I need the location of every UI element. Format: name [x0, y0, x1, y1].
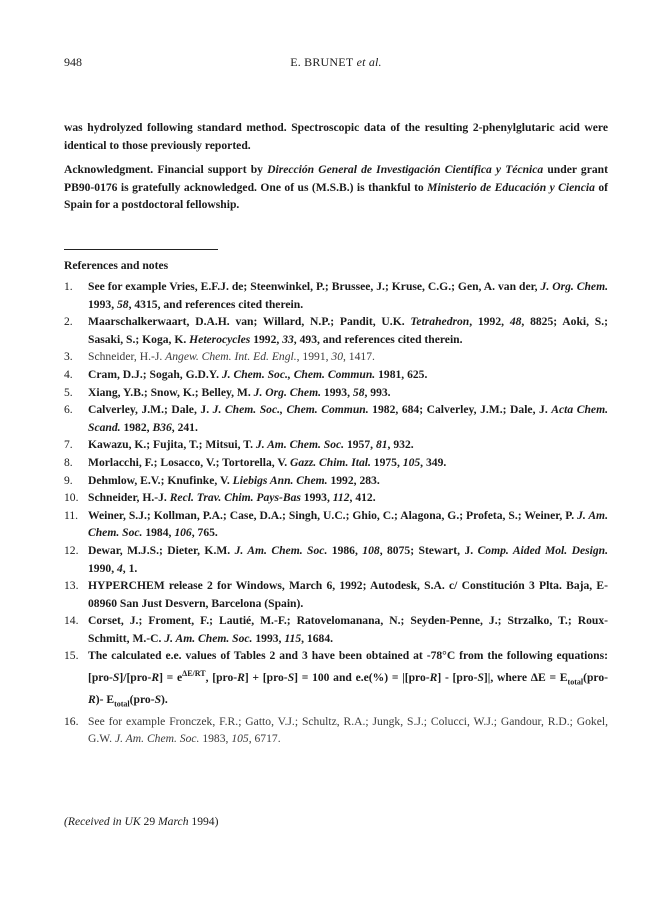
- reference-item: [64, 507, 608, 542]
- reference-text-run: Liebigs Ann. Chem.: [232, 473, 328, 487]
- reference-text-run: Dehmlow, E.V.; Knufinke, V.: [88, 473, 233, 487]
- reference-text-run: See for example Vries, E.F.J. de; Steenwinkel, P.; Brussee, J.; Kruse, C.G.; Gen, A. van der,: [88, 280, 541, 293]
- reference-text-run: ).: [161, 692, 168, 706]
- reference-text-run: Kawazu, K.; Fujita, T.; Mitsui, T.: [88, 438, 256, 452]
- reference-text-run: 1992,: [250, 332, 283, 346]
- reference-text-run: Angew. Chem. Int. Ed. Engl.: [165, 350, 297, 364]
- reference-text-run: ] - [pro-: [437, 670, 478, 684]
- reference-item: [64, 577, 608, 612]
- reference-text-run: R: [237, 670, 245, 684]
- reference-text-run: total: [114, 699, 130, 709]
- reference-item: [64, 366, 608, 384]
- reference-text-run: 48: [509, 315, 522, 329]
- reference-text-run: S: [287, 670, 295, 684]
- reference-text-run: Schneider, H.-J.: [88, 350, 166, 364]
- reference-text-run: ] = 100 and e.e(%) = |[pro-: [294, 670, 430, 684]
- reference-text-run: 112: [332, 491, 350, 505]
- acknowledgment-label: Acknowledgment.: [64, 163, 154, 176]
- reference-text-run: total: [567, 677, 584, 687]
- reference-text: [88, 386, 391, 399]
- reference-text-run: J. Org. Chem.: [540, 280, 608, 293]
- reference-text-run: 1993,: [88, 297, 117, 311]
- reference-text-run: R: [151, 670, 160, 684]
- reference-number: 16.: [64, 714, 79, 728]
- reference-number: 6.: [64, 403, 73, 417]
- reference-text-run: , 6717.: [248, 732, 281, 746]
- reference-text-run: , 241.: [171, 420, 198, 434]
- running-header: [0, 55, 672, 70]
- reference-text-run: 1986,: [327, 543, 363, 557]
- reference-text-run: S: [112, 670, 120, 684]
- reference-text-run: Maarschalkerwaart, D.A.H. van; Willard, N.P.; Pandit, U.K.: [88, 315, 411, 329]
- reference-text-run: Comp. Aided Mol. Design.: [477, 543, 608, 557]
- reference-text-run: , [pro-: [205, 670, 238, 684]
- reference-text: [88, 280, 608, 311]
- reference-text-run: 4: [116, 561, 123, 575]
- reference-item: [64, 401, 608, 436]
- reference-text: [88, 350, 375, 363]
- reference-text-run: R: [88, 692, 96, 706]
- reference-item: [64, 313, 608, 348]
- reference-text-run: 105: [402, 455, 421, 469]
- reference-number: 14.: [64, 614, 79, 628]
- reference-text-run: 1984,: [142, 526, 175, 540]
- reference-text-run: 1993,: [252, 631, 285, 645]
- reference-text-run: 108: [362, 543, 380, 557]
- reference-number: 13.: [64, 579, 79, 593]
- reference-text-run: , 1417.: [343, 350, 375, 364]
- reference-text-run: , 932.: [387, 438, 414, 452]
- references-heading: References and notes: [64, 259, 169, 272]
- reference-text-run: J. Am. Chem. Soc.: [164, 631, 253, 645]
- reference-number: 1.: [64, 280, 73, 293]
- reference-text-run: )- E: [95, 692, 115, 706]
- reference-text-run: J. Chem. Soc., Chem. Commun.: [212, 403, 369, 417]
- reference-number: 3.: [64, 350, 73, 364]
- reference-item: [64, 612, 608, 647]
- acknowledgment-text-3: of Spain for a postdoctoral fellowship.: [64, 180, 608, 211]
- reference-text-run: J. Am. Chem. Soc.: [255, 438, 345, 452]
- reference-number: 10.: [64, 491, 79, 505]
- reference-text-run: , 993.: [364, 385, 391, 399]
- reference-text-run: 1992, 283.: [327, 473, 380, 487]
- reference-text-run: Recl. Trav. Chim. Pays-Bas: [169, 491, 301, 505]
- reference-text-run: S: [477, 670, 484, 684]
- reference-text-run: (pro-: [583, 670, 609, 684]
- reference-text: [88, 715, 608, 746]
- reference-text: [88, 403, 608, 434]
- reference-text-run: Heterocycles: [189, 332, 251, 346]
- reference-text-run: S: [154, 692, 162, 706]
- reference-text-run: 1993,: [300, 491, 333, 505]
- reference-text: [88, 456, 446, 469]
- reference-item: [64, 713, 608, 748]
- reference-text: [88, 614, 608, 645]
- reference-text-run: Weiner, S.J.; Kollman, P.A.; Case, D.A.; Singh, U.C.; Ghio, C.; Alagona, G.; Profeta, S.; Weiner, P.: [88, 508, 578, 522]
- reference-number: 2.: [64, 315, 73, 329]
- reference-text-run: ΔE/RT: [182, 669, 206, 679]
- reference-number: 15.: [64, 649, 79, 663]
- reference-text-run: 58: [116, 297, 129, 311]
- reference-text-run: , 8825; Aoki, S.; Sasaki, S.; Koga, K.: [88, 315, 609, 346]
- reference-text-run: , 1992,: [469, 315, 510, 329]
- reference-text-run: Cram, D.J.; Sogah, G.D.Y.: [88, 367, 222, 381]
- reference-number: 5.: [64, 385, 73, 399]
- reference-text-run: J. Chem. Soc., Chem. Commun.: [221, 367, 376, 381]
- reference-number: 12.: [64, 543, 79, 557]
- reference-text: [88, 544, 608, 575]
- reference-number: 8.: [64, 455, 73, 469]
- reference-text-run: J. Am. Chem. Soc.: [88, 508, 608, 540]
- running-header-etal: et al.: [356, 55, 382, 69]
- running-header-author: E. BRUNET: [290, 55, 354, 69]
- acknowledgment-text-1: Financial support by: [153, 163, 268, 176]
- reference-text-run: B36: [152, 420, 172, 434]
- reference-text-run: 33: [282, 332, 294, 346]
- reference-text-run: , 1.: [122, 561, 138, 575]
- reference-text-run: Morlacchi, F.; Losacco, V.; Tortorella, V.: [88, 455, 291, 469]
- received-year: 1994): [188, 815, 219, 828]
- reference-text-run: 105: [231, 732, 249, 746]
- reference-text-run: J. Am. Chem. Soc.: [234, 543, 328, 557]
- reference-text-run: ] + [pro-: [244, 670, 288, 684]
- acknowledgment-text-2: under grant PB90-0176 is gratefully acknowledged. One of us (M.S.B.) is thankful to: [64, 163, 608, 194]
- reference-text: [88, 649, 609, 709]
- reference-text-run: Corset, J.; Froment, F.; Lautié, M.-F.; Ratovelomanana, N.; Seyden-Penne, J.; Strzalko, T.; Roux-Schmitt, M.-C.: [88, 614, 608, 645]
- reference-text-run: 1983,: [199, 732, 232, 746]
- received-month: March: [158, 815, 189, 828]
- reference-number: 11.: [64, 508, 79, 522]
- reference-item: [64, 278, 608, 313]
- reference-text-run: 81: [375, 438, 388, 452]
- received-note: [64, 815, 218, 828]
- reference-text-run: Dewar, M.J.S.; Dieter, K.M.: [88, 543, 235, 557]
- reference-text: [88, 368, 427, 381]
- reference-text-run: , 493, and references cited therein.: [293, 332, 463, 346]
- reference-item: [64, 348, 608, 366]
- reference-text-run: 1993,: [321, 385, 353, 399]
- reference-text-run: 115: [284, 631, 302, 645]
- reference-text-run: Xiang, Y.B.; Snow, K.; Belley, M.: [88, 385, 254, 399]
- reference-number: 9.: [64, 473, 73, 487]
- procedure-paragraph: was hydrolyzed following standard method. Spectroscopic data of the resulting 2-phenylglutaric acid were identical to those previously reported.: [64, 121, 608, 152]
- reference-item: [64, 454, 608, 472]
- reference-text-run: Calverley, J.M.; Dale, J.: [88, 403, 213, 417]
- page-number: 948: [64, 55, 82, 69]
- reference-text-run: See for example Fronczek, F.R.; Gatto, V.J.; Schultz, R.A.; Jungk, S.J.; Colucci, W.J.; Gandour, R.D.; Gokel, G.W.: [88, 714, 608, 746]
- reference-text-run: ]/[pro-: [119, 670, 152, 684]
- reference-text-run: 1982, 684; Calverley, J.M.; Dale, J.: [368, 403, 552, 417]
- reference-item: [64, 489, 608, 507]
- acknowledgment-paragraph: [64, 161, 608, 214]
- reference-text-run: 106: [174, 526, 192, 540]
- reference-text-run: (pro-: [129, 692, 155, 706]
- reference-text-run: 1982,: [120, 420, 153, 434]
- reference-text-run: , 412.: [349, 491, 376, 505]
- references-list: [64, 278, 608, 748]
- reference-text-run: Gazz. Chim. Ital.: [290, 455, 371, 469]
- acknowledgment-funder: Dirección General de Investigación Científica y Técnica: [267, 163, 544, 176]
- reference-text-run: Tetrahedron: [410, 315, 470, 329]
- reference-text-run: 30: [331, 350, 343, 364]
- reference-text-run: J. Am. Chem. Soc.: [114, 732, 200, 746]
- reference-text-run: J. Org. Chem.: [253, 385, 321, 399]
- reference-text-run: , 8075; Stewart, J.: [379, 543, 478, 557]
- reference-text-run: 1957,: [344, 438, 376, 452]
- reference-text-run: 1975,: [370, 455, 403, 469]
- reference-item: [64, 472, 608, 490]
- reference-text-run: , 4315, and references cited therein.: [128, 297, 304, 311]
- reference-text-run: Schneider, H.-J.: [88, 491, 170, 505]
- reference-text-run: , 765.: [191, 526, 218, 540]
- acknowledgment-ministry: Ministerio de Educación y Ciencia: [427, 180, 595, 194]
- reference-text-run: , 1991,: [296, 350, 332, 364]
- reference-item: [64, 384, 608, 402]
- reference-text: [88, 509, 608, 540]
- reference-text-run: , 1684.: [301, 631, 334, 645]
- received-prefix: (Received in UK: [64, 815, 141, 828]
- received-day: 29: [140, 815, 159, 828]
- reference-item: [64, 436, 608, 454]
- reference-text: [88, 491, 376, 504]
- reference-text: [88, 474, 380, 487]
- section-divider: [64, 249, 218, 250]
- reference-number: 4.: [64, 367, 73, 381]
- reference-text-run: 1981, 625.: [375, 367, 428, 381]
- reference-text-run: 1990,: [88, 561, 117, 575]
- reference-text-run: ]|, where ΔE = E: [483, 670, 568, 684]
- reference-number: 7.: [64, 438, 73, 452]
- reference-text-run: Acta Chem. Scand.: [88, 403, 608, 434]
- reference-text: [88, 315, 608, 346]
- reference-text: [88, 579, 608, 610]
- reference-text-run: , 349.: [420, 455, 447, 469]
- reference-item: [64, 542, 608, 577]
- reference-text-run: ] = e: [159, 670, 183, 684]
- reference-text: [88, 438, 414, 451]
- reference-text-run: R: [429, 670, 438, 684]
- reference-item: [64, 647, 608, 712]
- reference-text-run: The calculated e.e. values of Tables 2 and 3 have been obtained at -78°C from the following equations: [pro-: [88, 649, 608, 684]
- reference-text-run: HYPERCHEM release 2 for Windows, March 6, 1992; Autodesk, S.A. c/ Constitución 3 Plta. Baja, E-08960 San Just Desvern, Barcelona (Spain).: [88, 579, 608, 610]
- reference-text-run: 58: [352, 385, 365, 399]
